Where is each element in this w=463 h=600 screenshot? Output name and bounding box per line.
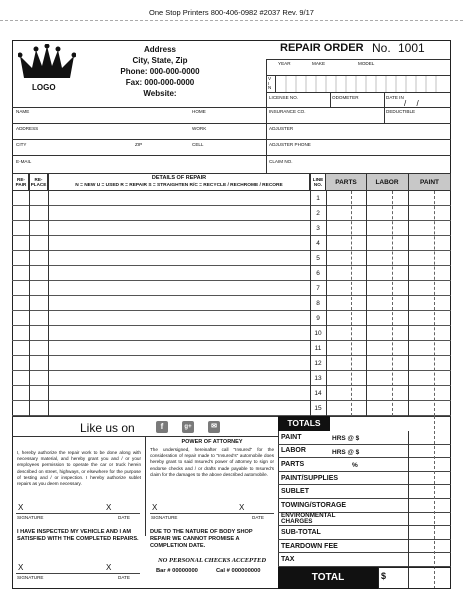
sig-x-3: X <box>152 503 158 512</box>
email-label: E-MAIL <box>16 159 32 164</box>
like-us-text: Like us on <box>80 421 135 435</box>
totals-row-label: ENVIRONMENTAL CHARGES <box>281 511 336 526</box>
totals-row[interactable] <box>278 445 451 459</box>
date-label-1: DATE <box>118 515 130 520</box>
company-website: Website: <box>143 89 177 98</box>
date-label-3: DATE <box>118 575 130 580</box>
table-row[interactable] <box>12 221 451 236</box>
make-label: MAKE <box>312 61 326 66</box>
details-legend: N = NEW U = USED R = REPAIR S = STRAIGHTEN R/C = RECYCLE / RECHROME / RECORE <box>75 183 283 188</box>
line-number: 8 <box>316 300 320 307</box>
table-row[interactable] <box>12 266 451 281</box>
totals-row[interactable] <box>278 485 451 499</box>
sig-x-5: X <box>18 563 24 572</box>
model-label: MODEL <box>358 61 375 66</box>
totals-row[interactable] <box>278 540 451 554</box>
signature-label-1: SIGNATURE <box>17 515 44 520</box>
order-number: 1001 <box>398 41 425 55</box>
totals-row[interactable] <box>278 431 451 445</box>
col-parts: PARTS <box>335 179 357 186</box>
totals-row[interactable] <box>278 553 451 567</box>
col-replace: RE-PLACE <box>30 177 47 187</box>
google-plus-icon[interactable]: g+ <box>182 421 194 433</box>
no-checks-notice: NO PERSONAL CHECKS ACCEPTED <box>157 557 267 564</box>
sig-x-1: X <box>18 503 24 512</box>
poa-title: POWER OF ATTORNEY <box>181 439 243 445</box>
table-row[interactable] <box>12 386 451 401</box>
totals-row-label: TEARDOWN FEE <box>281 542 338 550</box>
year-label: YEAR <box>278 61 291 66</box>
line-number: 1 <box>316 195 320 202</box>
city-label: CITY <box>16 142 27 147</box>
totals-row-label: PARTS <box>281 460 305 468</box>
line-number: 11 <box>314 345 322 352</box>
totals-row-label: TAX <box>281 556 295 564</box>
name-label: NAME <box>16 109 30 114</box>
sig-x-2: X <box>106 503 112 512</box>
details-title: DETAILS OF REPAIR <box>151 175 207 181</box>
sig-x-6: X <box>106 563 112 572</box>
table-row[interactable] <box>12 236 451 251</box>
cell-phone-label: CELL <box>192 142 204 147</box>
printer-banner: One Stop Printers 800-406-0982 #2037 Rev. 9/17 <box>149 8 314 17</box>
work-phone-label: WORK <box>192 126 207 131</box>
odometer-label: ODOMETER <box>332 95 359 100</box>
insurance-label: INSURANCE CO. <box>269 109 306 114</box>
vin-label: V I N <box>268 76 272 90</box>
paint-hrs: HRS @ $ <box>332 435 360 442</box>
col-line-no: LINE NO. <box>312 177 324 187</box>
totals-row-label: TOWING/STORAGE <box>281 501 347 509</box>
deductible-label: DEDUCTIBLE <box>386 109 416 114</box>
page-title: REPAIR ORDER <box>280 42 364 54</box>
totals-row-label: SUB-TOTAL <box>281 528 321 536</box>
date-in-label: DATE IN <box>386 95 404 100</box>
signature-label-3: SIGNATURE <box>17 575 44 580</box>
totals-rows <box>278 431 451 567</box>
totals-row-label: PAINT <box>281 433 302 441</box>
line-number: 5 <box>316 255 320 262</box>
date-label-2: DATE <box>252 515 264 520</box>
tear-line <box>0 20 463 21</box>
poa-text: The undersigned, hereinafter call "Insured" for the consideration of repair made to "Insured's" automobile does hereby grant to said Insured's power of attorney to sign or endorse checks and / or drafts made payable to Insured's claim for the damages to the above described automobile. <box>150 447 274 477</box>
totals-row[interactable] <box>278 472 451 486</box>
adjuster-label: ADJUSTER <box>269 126 294 131</box>
col-repair: RE-PAIR <box>15 177 27 187</box>
zip-label: ZIP <box>135 142 143 147</box>
signature-line-2[interactable] <box>150 513 274 514</box>
table-row[interactable] <box>12 371 451 386</box>
table-row[interactable] <box>12 251 451 266</box>
line-number: 9 <box>316 315 320 322</box>
table-row[interactable] <box>12 311 451 326</box>
line-number: 15 <box>314 405 322 412</box>
table-row[interactable] <box>12 191 451 206</box>
totals-row[interactable] <box>278 499 451 513</box>
totals-row[interactable] <box>278 458 451 472</box>
table-row[interactable] <box>12 296 451 311</box>
company-address: Address <box>143 45 176 54</box>
bar-number: Bar # 00000000 <box>156 568 198 574</box>
table-row[interactable] <box>12 401 451 416</box>
license-label: LICENSE NO. <box>269 95 299 100</box>
table-row[interactable] <box>12 356 451 371</box>
table-row[interactable] <box>12 281 451 296</box>
order-no-label: No. <box>372 41 391 55</box>
table-row[interactable] <box>12 341 451 356</box>
col-labor: LABOR <box>375 179 399 186</box>
total-amount-field[interactable] <box>378 567 451 589</box>
table-row[interactable] <box>12 326 451 341</box>
home-phone-label: HOME <box>192 109 206 114</box>
line-number: 13 <box>314 375 322 382</box>
inspected-text: I HAVE INSPECTED MY VEHICLE AND I AM SATISFIED WITH THE COMPLETED REPAIRS. <box>17 529 139 542</box>
totals-row-label: SUBLET <box>281 488 309 496</box>
body-shop-text: DUE TO THE NATURE OF BODY SHOP REPAIR WE CANNOT PROMISE A COMPLETION DATE. <box>150 529 253 549</box>
company-fax: Fax: 000-000-0000 <box>125 78 195 87</box>
line-number: 3 <box>316 225 320 232</box>
details-rows <box>12 191 451 416</box>
sig-x-4: X <box>239 503 245 512</box>
address-label: ADDRESS <box>16 126 39 131</box>
labor-hrs: HRS @ $ <box>332 449 360 456</box>
adjuster-phone-label: ADJUSTER PHONE <box>269 142 311 147</box>
totals-row-label: PAINT/SUPPLIES <box>281 474 339 482</box>
date-in-slashes: / / <box>404 99 419 108</box>
company-city: City, State, Zip <box>132 56 188 65</box>
line-number: 2 <box>316 210 320 217</box>
totals-row[interactable] <box>278 526 451 540</box>
line-number: 12 <box>314 360 322 367</box>
table-row[interactable] <box>12 206 451 221</box>
line-number: 6 <box>316 270 320 277</box>
facebook-icon[interactable]: f <box>156 421 168 433</box>
signature-line-1[interactable] <box>16 513 140 514</box>
col-paint: PAINT <box>419 179 440 186</box>
signature-label-2: SIGNATURE <box>151 515 178 520</box>
parts-percent: % <box>352 462 358 469</box>
chat-icon[interactable]: ✉ <box>208 421 220 433</box>
line-number: 7 <box>316 285 320 292</box>
totals-header: TOTALS <box>278 416 330 431</box>
cal-number: Cal # 000000000 <box>216 568 261 574</box>
company-phone: Phone: 000-000-0000 <box>120 67 200 76</box>
total-label: TOTAL <box>278 567 378 589</box>
totals-row-label: LABOR <box>281 447 306 455</box>
line-number: 14 <box>314 390 322 397</box>
total-dollar: $ <box>381 571 387 581</box>
signature-line-3[interactable] <box>16 573 140 574</box>
line-number: 10 <box>314 330 322 337</box>
line-number: 4 <box>316 240 320 247</box>
authorization-text: I, hereby authorize the repair work to be done along with necessary material, and hereby grant you and / or your employees permission to operate the car or truck herein described on street, highways, or elsewhere for the purpose of testing and / or inspection. I hereby authorize sublet repairs as you deem necessary. <box>17 450 141 487</box>
claim-label: CLAIM NO. <box>269 159 293 164</box>
totals-row[interactable] <box>278 513 451 527</box>
logo-text: LOGO <box>32 83 56 92</box>
